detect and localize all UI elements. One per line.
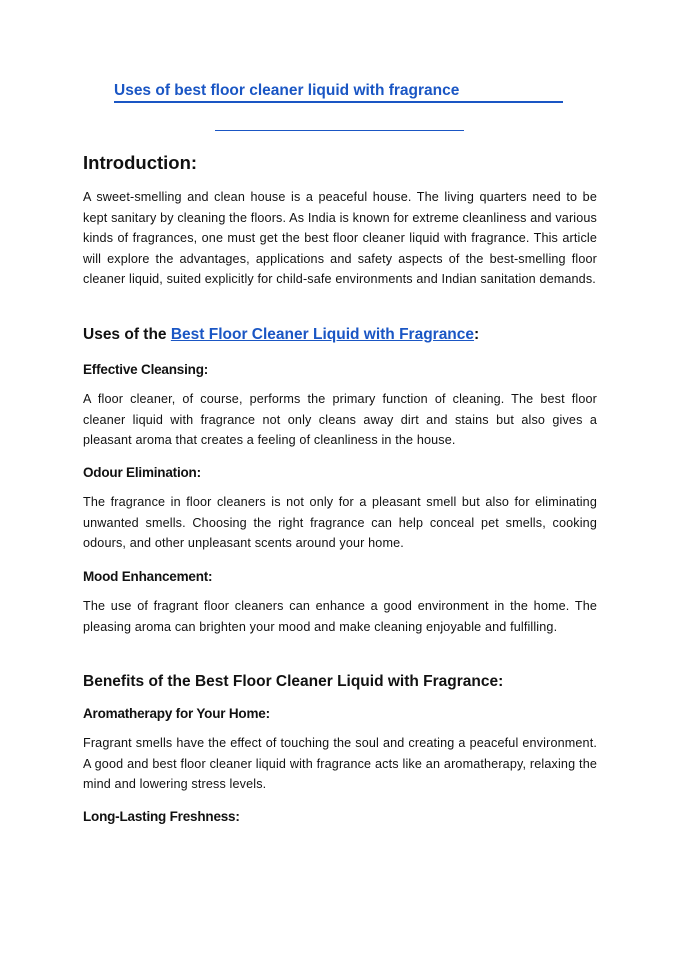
mood-enhancement-heading: Mood Enhancement: bbox=[83, 569, 213, 584]
aromatherapy-heading: Aromatherapy for Your Home: bbox=[83, 706, 270, 721]
aromatherapy-paragraph: Fragrant smells have the effect of touching the soul and creating a peaceful environment. A good and best floor cleaner liquid with fragrance acts like an aromatherapy, relaxing the mind and lowering stress levels. bbox=[83, 736, 597, 792]
uses-heading bbox=[83, 325, 597, 345]
long-lasting-freshness-heading: Long-Lasting Freshness: bbox=[83, 809, 240, 824]
introduction-paragraph: A sweet-smelling and clean house is a peaceful house. The living quarters need to be kept sanitary by cleaning the floors. As India is known for extreme cleanliness and various kinds of fragrances, one must get the best floor cleaner liquid with fragrance. This article will explore the advantages, applications and safety aspects of the best-smelling floor cleaner liquid, suited explicitly for child-safe environments and Indian sanitation demands. bbox=[83, 190, 597, 287]
introduction-heading: Introduction: bbox=[83, 152, 198, 173]
uses-heading-prefix: Uses of the bbox=[83, 326, 171, 343]
title-underline-divider bbox=[215, 130, 464, 131]
effective-cleansing-heading: Effective Cleansing: bbox=[83, 362, 209, 377]
uses-heading-suffix: : bbox=[474, 326, 480, 343]
effective-cleansing-paragraph: A floor cleaner, of course, performs the primary function of cleaning. The best floor cleaner liquid with fragrance not only cleans away dirt and stains but also gives a pleasant aroma that creates a feeling of cleanliness in the house. bbox=[83, 392, 597, 448]
odour-elimination-paragraph: The fragrance in floor cleaners is not only for a pleasant smell but also for eliminating unwanted smells. Choosing the right fragrance can help conceal pet smells, cooking odours, and other unpleasant scents around your home. bbox=[83, 495, 597, 551]
best-floor-cleaner-link[interactable]: Best Floor Cleaner Liquid with Fragrance bbox=[170, 326, 475, 343]
odour-elimination-heading: Odour Elimination: bbox=[83, 465, 201, 480]
document-title: Uses of best floor cleaner liquid with fragrance bbox=[114, 82, 563, 103]
benefits-heading: Benefits of the Best Floor Cleaner Liquid with Fragrance: bbox=[83, 673, 504, 690]
mood-enhancement-paragraph: The use of fragrant floor cleaners can enhance a good environment in the home. The pleasing aroma can brighten your mood and make cleaning enjoyable and fulfilling. bbox=[83, 599, 597, 634]
